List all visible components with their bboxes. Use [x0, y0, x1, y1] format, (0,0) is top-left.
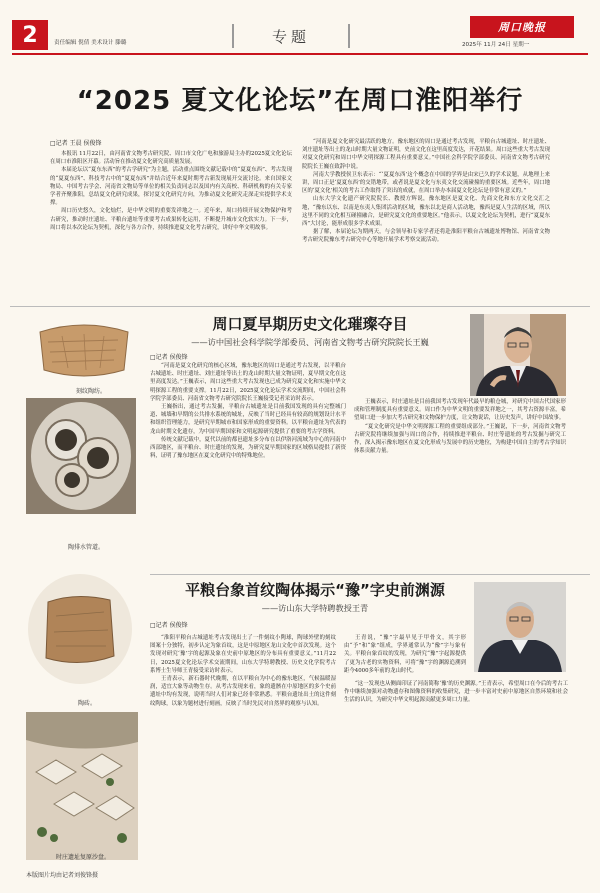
main-byline: □记者 王晨 侯俊锋	[50, 140, 102, 147]
interview1-right-column	[354, 398, 566, 568]
main-article-left-column	[50, 150, 292, 300]
artifact-photo-brick	[26, 572, 134, 686]
paragraph: “河南是夏文化研究最活跃的地方。豫东地区的周口是通过考古发现，平粮台古城遗址、时庄遗址、刘庄遗址等出土的龙山时期大量文物证明，史前文化在这里高度发达，开花结果。周口这些重大考古发现对夏文化研究和周口中华文明探源工程具有重要意义。”中国社会科学院学部委员、河南省文物考古研究院院长王巍在致辞中说。	[302, 139, 550, 170]
paragraph: 本届论坛以“夏东东西”的考古学研究”为主题，活动重点围绕文献记载中的“夏夏东西”、考古发现的“夏夏东西”、科技考古中的“夏夏东西”并结合近年来夏时期考古新发现展开交流讨论。来自国家文物局、中国考古学会、河南省文物局等单位的相关负责同志以及国内有关高校、科研机构的有关专家学者齐聚淮阳，总结夏文化研究成果，探讨夏文化研究方向，为推动夏文化研究走深走实提供学术支撑。	[50, 167, 292, 207]
section-divider	[10, 306, 590, 307]
page-number: 2	[12, 20, 48, 50]
portrait-photo-wang-wei	[470, 314, 566, 396]
issue-date: 2025年 11月 24日 星期一	[462, 42, 530, 48]
paragraph: 王巍指出，通过考古发掘，平粮台古城遗址是目前我国发现的具有完整城门道、城墙和早期的公共排水系统的城址，反映了当时已经具有较高的规划设计水平和组织管理能力，是研究早期城市和国家形成的重要资料。以平粮台遗址为代表的龙山时期文化遗存，为中国早期国家和文明起源研究提供了重要的考古学资料。	[150, 404, 346, 435]
main-article-right-column	[302, 138, 550, 300]
paragraph: “夏文化研究是中华文明探源工程的重要组成部分。”王巍说，下一步，河南省文物考古研究院将继续加强与周口的合作，持续推进平粮台、时庄等遗址的考古发掘与研究工作，深入揭示豫东地区在夏文化形成与发展中的历史地位，为构建中国自主的考古学知识体系贡献力量。	[354, 423, 566, 455]
photo-caption: 陶砖。	[78, 700, 97, 707]
paragraph: 本报讯 11月22日，由河南省文物考古研究院、周口市文化广电和旅游局主办的2025夏文化论坛在周口市淮阳区开幕。活动旨在推动夏文化研究高质量发展。	[50, 151, 292, 166]
paragraph: “河南是夏文化研究的核心区域，豫东地区的周口是通过考古发现，以平粮台古城遗址、时庄遗址、刘庄遗址等出土的龙山时期大量文物证明，夏早期文化在这里高度发达。”王巍表示，周口这些重大考古发现也已成为研究夏文化和实施中华文明探源工程的重要支撑。11月22日，2025夏文化论坛学术交流期间，中国社会科学院学部委员、河南省文物考古研究院院长王巍接受记者采访时表示。	[150, 363, 346, 402]
interview2-byline: □记者 侯俊锋	[150, 622, 188, 629]
paragraph: 王青表示，新石器时代晚期，在以平粮台为中心的豫东地区，气候温暖湿润，适宜大象等动物生存。从考古发现来看，象的遗骸在中原地区的多个史前遗址中均有发现，说明当时人们对象已经非常熟悉。平粮台遗址出土的这件刻纹陶球，以象为题材进行刻画，反映了当时先民对自然界的观察与认知。	[150, 676, 336, 707]
paragraph: 王巍表示，时庄遗址是目前我国考古发现年代最早的粮仓城，对研究中国古代国家形成和管理制度具有重要意义。周口作为中华文明的重要发祥地之一，其考古资源丰富，希望周口进一步加大考古研究和文物保护力度，让文物说话，让历史发声，讲好中国故事。	[354, 399, 566, 422]
paragraph: “淮阳平粮台古城遗址考古发现出土了一件刻纹小陶球，陶球外壁的刻纹图案十分独特，初步认定为象首纹，这是中原地区龙山文化中首次发现。这个发现对研究‘豫’字的起源及象在史前中原地区的分布具有重要意义。”11月22日，2025夏文化论坛学术交流期间，山东大学特聘教授、历史文化学院考古系博士生导师王青接受采访时表示。	[150, 635, 336, 674]
photo-credit: 本版图片均由记者刘俊锋摄	[26, 872, 99, 879]
header-rule	[12, 53, 588, 55]
main-headline: “2025 夏文化论坛”在周口淮阳举行	[76, 86, 524, 116]
photo-caption: 陶排水管道。	[68, 544, 105, 551]
editors-line: 责任编辑 倪倩 美术设计 滕璐	[54, 40, 127, 46]
paragraph: “这一发现也从侧面印证了河南简称‘豫’的历史渊源。”王青表示，希望周口在今后的考古工作中继续加强对动物遗存和图像资料的收集研究，进一步丰富对史前中原地区自然环境和社会生活的认识，为研究中华文明起源贡献更多周口力量。	[344, 681, 568, 704]
interview2-left-column	[150, 634, 336, 884]
interview1-byline: □记者 侯俊锋	[150, 354, 188, 361]
interview1-dek: ——访中国社会科学院学部委员、河南省文物考古研究院院长王巍	[191, 337, 429, 347]
portrait-photo-wang-qing	[474, 582, 566, 672]
paragraph: 河南大学教授侯卫东表示：“‘夏夏东西’这个概念在中国的学界是由宋已久的学术议题，从地理上来讲，周口正是‘夏夏东西’的交错地带，或者说是夏文化与东夷文化交流碰撞的重要区域。近些年，周口地区的‘夏文化’相关的考古工作取得了突出的成就，在周口举办本届夏文化论坛是非常有意义的。”	[302, 171, 550, 195]
paragraph: 王青说，“豫”字最早见于甲骨文，其字形由“予”和“象”组成，学界通常认为“豫”字与象有关。平粮台象首纹的发现，为研究“豫”字起源提供了更为古老的实物资料，可将“豫”字的渊源追溯到距今4000多年前的龙山时代。	[344, 635, 466, 674]
interview2-title: 平粮台象首纹陶体揭示“豫”字史前渊源	[185, 581, 445, 599]
interview2-right-column	[344, 680, 568, 884]
newspaper-logo: 周口晚报	[470, 16, 574, 38]
paragraph: 据了解，本届论坛为期两天，与会领导和专家学者还将赴淮阳平粮台古城遗址博物馆、河南省文物考古研究院豫东考古研究中心等地开展学术考察交流活动。	[302, 229, 550, 244]
photo-caption: 刻纹陶纺。	[76, 388, 107, 395]
artifact-photo-drainage-pipe	[26, 398, 136, 514]
photo-caption: 时庄遗址复原沙盘。	[56, 854, 111, 861]
interview1-left-column	[150, 362, 346, 568]
site-model-photo	[26, 712, 138, 860]
section-divider	[150, 574, 590, 575]
interview1-title: 周口夏早期历史文化璀璨夺目	[212, 315, 408, 333]
paragraph: 周口历史悠久，文化灿烂，是中华文明的重要发祥地之一。近年来，周口持续开展文物保护和考古研究，推动时庄遗址、平粮台遗址等重要考古成果转化运用，不断提升城市文化软实力。下一步，周口将以本次论坛为契机，深化与各方合作，持续推进夏文化考古研究，讲好中华文明故事。	[50, 208, 292, 231]
paragraph: 山东大学文化遗产研究院院长、教授方辉说，豫东地区是夏文化、先商文化和东方文化交汇之地，“豫东以东、以南是东夷人集团活动的区域，豫东以北是商人活动地，豫西是夏人生活的区域，所以这里不同的文化相互碰撞融合，是研究夏文化的重要地区。”他表示，以夏文化论坛为契机，进行“夏夏东西”大讨论，能形成很多学术成果。	[302, 196, 550, 228]
paragraph: 传统文献记载中，夏代以前的都邑遗址多分布在以伊洛河流域为中心的河南中西部地区，而平粮台、时庄遗址的发现，为研究夏早期国家的区域格局提供了新资料，证明了豫东地区在夏文化研究中的特殊地位。	[150, 436, 346, 460]
interview2-dek: ——访山东大学特聘教授王青	[261, 603, 369, 613]
interview2-middle-column	[344, 634, 466, 678]
page-header	[0, 0, 600, 56]
section-label-box	[232, 24, 350, 48]
section-label: 专题	[271, 27, 310, 46]
artifact-photo-carved-pottery	[38, 322, 130, 380]
